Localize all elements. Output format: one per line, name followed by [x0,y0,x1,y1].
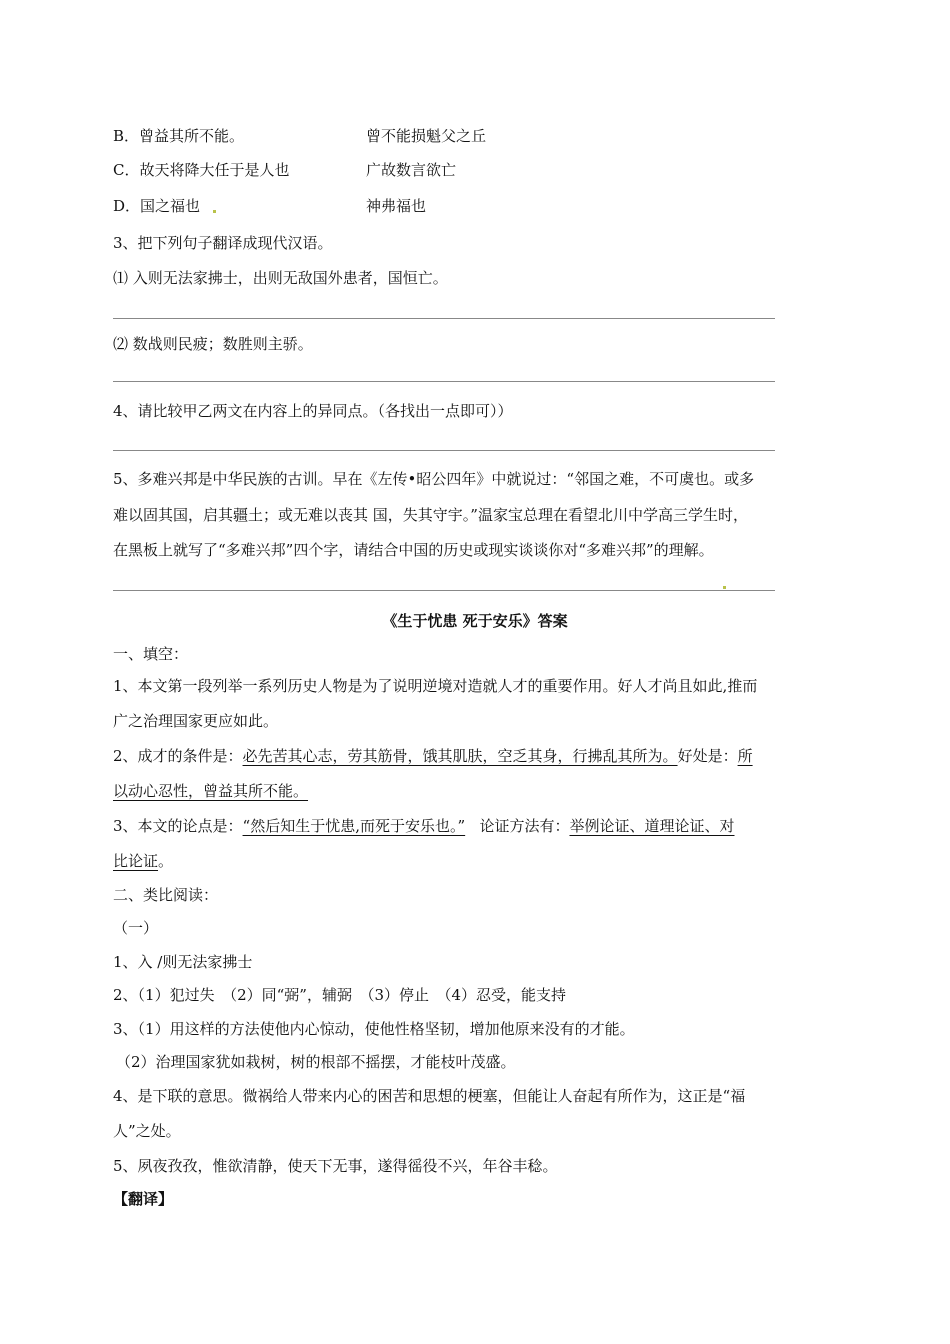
reading-answer-1: 1、入 /则无法家拂士 [113,953,253,971]
q5-line-2: 难以固其国，启其疆土；或无难以丧其 国，失其守宇。”温家宝总理在看望北川中学高三学生时， [113,506,748,524]
answer-1-line-2: 广之治理国家更应如此。 [113,712,279,730]
section-2-heading: 二、类比阅读： [113,886,219,904]
q5-line-3: 在黑板上就写了“多难兴邦”四个字，请结合中国的历史或现实谈谈你对“多难兴邦”的理解。 [113,541,714,559]
reading-answer-3-1: 3、（1）用这样的方法使他内心惊动，使他性格坚韧，增加他原来没有的才能。 [113,1020,635,1038]
answer-line-2 [113,381,775,382]
answer-3-mid: 论证方法有： [479,817,570,835]
option-d-right: 神弗福也 [366,197,427,215]
answer-2-prefix: 2、成才的条件是： [113,747,243,765]
option-d-left: D．国之福也 [113,197,201,215]
answer-3-prefix: 3、本文的论点是： [113,817,243,835]
reading-answer-2: 2、（1）犯过失 （2）同“弼”，辅弼 （3）停止 （4）忍受，能支持 [113,986,567,1004]
answer-2-benefit-end: 以动心忍性，曾益其所不能。 [113,782,309,800]
translation-heading: 【翻译】 [113,1190,174,1208]
q3-prompt: 3、把下列句子翻译成现代汉语。 [113,234,333,252]
answer-3-methods-start: 举例论证、道理论证、对 [569,817,735,835]
q3-sentence-1: ⑴ 入则无法家拂士，出则无敌国外患者，国恒亡。 [113,269,448,287]
q3-sentence-2: ⑵ 数战则民疲；数胜则主骄。 [113,335,313,353]
scan-mark [213,210,216,213]
answer-1-line-1: 1、本文第一段列举一系列历史人物是为了说明逆境对造就人才的重要作用。好人才尚且如此,推而 [113,677,758,695]
q5-line-1: 5、多难兴邦是中华民族的古训。早在《左传•昭公四年》中就说过：“邻国之难，不可虞也。或多 [113,470,755,488]
option-b-right: 曾不能损魁父之丘 [366,127,487,145]
option-c-left: C．故天将降大任于是人也 [113,161,290,179]
answer-line-1 [113,318,775,319]
q4-prompt: 4、请比较甲乙两文在内容上的异同点。（各找出一点即可）） [113,402,513,420]
answers-title: 《生于忧患 死于安乐》答案 [382,612,568,630]
section-1-heading: 一、填空： [113,645,189,663]
answer-3-line-2 [113,851,173,871]
reading-answer-5: 5、夙夜孜孜，惟欲清静，使天下无事，遂得徭役不兴，年谷丰稔。 [113,1157,558,1175]
answer-3-end: 。 [158,852,174,870]
reading-answer-3-2: （2）治理国家犹如栽树，树的根部不摇摆，才能枝叶茂盛。 [116,1053,516,1071]
answer-2-line-1 [113,746,753,766]
reading-answer-4-line-1: 4、是下联的意思。微祸给人带来内心的困苦和思想的梗塞，但能让人奋起有所作为，这正是“福 [113,1087,746,1105]
subsection-1: （一） [113,919,159,937]
option-b-left: B．曾益其所不能。 [113,127,245,145]
answer-3-methods-end: 比论证 [113,852,159,870]
answer-2-mid: 好处是： [677,747,738,765]
answer-2-benefit-start: 所 [737,747,753,765]
answer-line-4 [113,590,775,591]
answer-line-3 [113,450,775,451]
answer-3-thesis: “然后知生于忧患,而死于安乐也。” [242,817,466,835]
reading-answer-4-line-2: 人”之处。 [113,1122,181,1140]
option-c-right: 广故数言欲亡 [366,161,457,179]
answer-2-conditions: 必先苦其心志，劳其筋骨，饿其肌肤，空乏其身，行拂乱其所为。 [242,747,678,765]
scan-mark [723,586,726,589]
answer-2-line-2 [113,781,308,801]
answer-3-line-1 [113,816,735,836]
